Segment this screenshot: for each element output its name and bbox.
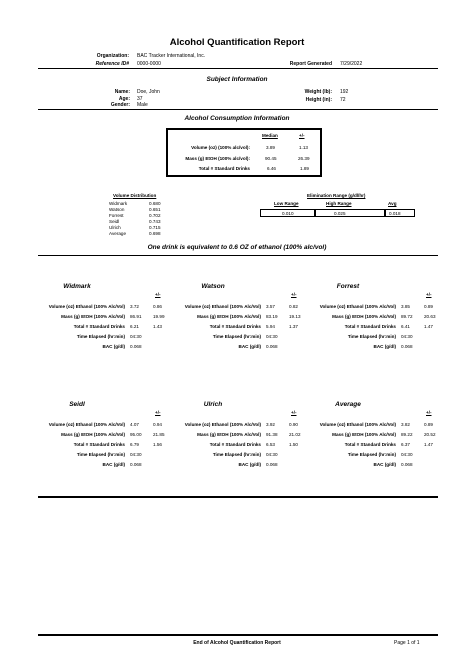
- model-bac-value: 0.068: [401, 462, 413, 467]
- model-time-label: Time Elapsed (hr:min): [212, 334, 261, 339]
- model-drinks-pm-value: 1.47: [424, 442, 433, 447]
- high-range-value: 0.025: [334, 211, 346, 216]
- model-drinks-label: Total # Standard Drinks: [209, 324, 261, 329]
- model-time-label: Time Elapsed (hr:min): [76, 452, 125, 457]
- model-vol-label: Volume (oz) Ethanol (100% Alc/Vol): [184, 304, 261, 309]
- vd-value: 0.743: [149, 219, 161, 224]
- age-label: Age:: [118, 96, 130, 102]
- model-time-label: Time Elapsed (hr:min): [76, 334, 125, 339]
- model-mass-pm-value: 20.52: [424, 432, 436, 437]
- org-label: Organization:: [96, 53, 129, 59]
- model-time-label: Time Elapsed (hr:min): [347, 334, 396, 339]
- model-mass-value: 86.91: [130, 314, 142, 319]
- model-title: Seidl: [69, 401, 85, 408]
- model-drinks-label: Total # Standard Drinks: [209, 442, 261, 447]
- model-bac-label: BAC (g/dl): [102, 462, 125, 467]
- models-top-divider: [38, 255, 438, 256]
- age-value: 37: [137, 96, 143, 102]
- gender-value: Male: [137, 102, 148, 108]
- model-drinks-value: 6.79: [130, 442, 139, 447]
- model-mass-label: Mass (g) EtOH (100% Alc/Vol): [61, 314, 125, 319]
- subject-heading: Subject Information: [206, 76, 268, 83]
- model-drinks-label: Total # Standard Drinks: [73, 442, 125, 447]
- model-time-value: 04:30: [401, 334, 413, 339]
- model-block-forrest: [308, 283, 436, 363]
- median-header: Median: [262, 133, 278, 138]
- ref-value: 0000-0000: [137, 61, 161, 67]
- model-bac-value: 0.068: [266, 462, 278, 467]
- report-title: Alcohol Quantification Report: [169, 37, 305, 48]
- model-drinks-pm-value: 1.37: [289, 324, 298, 329]
- models-bottom-divider: [38, 496, 438, 498]
- high-range-header: High Range: [326, 201, 352, 206]
- model-mass-label: Mass (g) EtOH (100% Alc/Vol): [61, 432, 125, 437]
- consumption-row-label: Total # Standard Drinks: [198, 166, 250, 171]
- name-value: Doe, John: [137, 89, 160, 95]
- page-number: Page 1 of 1: [394, 640, 420, 646]
- vd-name: Watson: [109, 207, 125, 212]
- consumption-row-pm: 1.89: [300, 166, 309, 171]
- consumption-row-label: Mass (g) EtOH (100% alc/vol):: [185, 156, 250, 161]
- model-mass-label: Mass (g) EtOH (100% Alc/Vol): [197, 432, 261, 437]
- model-vol-value: 4.07: [130, 422, 139, 427]
- model-vol-label: Volume (oz) Ethanol (100% Alc/Vol): [319, 422, 396, 427]
- model-block-average: [308, 401, 436, 481]
- gender-label: Gender:: [110, 102, 130, 108]
- model-vol-value: 3.92: [266, 422, 275, 427]
- consumption-row-label: Volume (oz) (100% alc/vol):: [191, 145, 250, 150]
- weight-value: 192: [340, 89, 349, 95]
- model-mass-label: Mass (g) EtOH (100% Alc/Vol): [197, 314, 261, 319]
- model-block-watson: [173, 283, 301, 363]
- model-mass-pm-value: 21.85: [153, 432, 165, 437]
- model-time-label: Time Elapsed (hr:min): [212, 452, 261, 457]
- report-generated-value: 7/29/2022: [340, 61, 363, 67]
- model-time-label: Time Elapsed (hr:min): [347, 452, 396, 457]
- model-pm-header: +/-: [291, 292, 297, 297]
- model-time-value: 04:30: [266, 452, 278, 457]
- report-generated-label: Report Generated: [289, 61, 332, 67]
- model-drinks-value: 6.53: [266, 442, 275, 447]
- model-mass-label: Mass (g) EtOH (100% Alc/Vol): [332, 314, 396, 319]
- model-title: Ulrich: [203, 401, 223, 408]
- model-mass-label: Mass (g) EtOH (100% Alc/Vol): [332, 432, 396, 437]
- consumption-row-median: 6.46: [267, 166, 276, 171]
- org-value: BAC Tracker International, Inc.: [137, 53, 206, 59]
- model-pm-header: +/-: [426, 292, 432, 297]
- pm-header: +/-: [299, 133, 305, 138]
- consumption-row-pm: 1.13: [299, 145, 308, 150]
- model-vol-value: 3.85: [401, 304, 410, 309]
- model-vol-label: Volume (oz) Ethanol (100% Alc/Vol): [319, 304, 396, 309]
- model-mass-value: 95.00: [130, 432, 142, 437]
- subject-divider: [38, 109, 438, 110]
- vd-value: 0.651: [149, 207, 161, 212]
- vd-name: Widmark: [109, 201, 128, 206]
- model-pm-header: +/-: [426, 410, 432, 415]
- model-drinks-value: 5.94: [266, 324, 275, 329]
- vd-value: 0.715: [149, 225, 161, 230]
- elimination-heading: Elimination Range (g/dl/hr): [307, 193, 366, 198]
- model-bac-label: BAC (g/dl): [102, 344, 125, 349]
- model-bac-label: BAC (g/dl): [373, 344, 396, 349]
- model-vol-value: 3.82: [401, 422, 410, 427]
- vd-value: 0.702: [149, 213, 161, 218]
- weight-label: Weight (lb):: [304, 89, 332, 95]
- consumption-row-pm: 26.39: [298, 156, 310, 161]
- consumption-heading: Alcohol Consumption Information: [184, 115, 290, 122]
- model-pm-header: +/-: [155, 292, 161, 297]
- ref-label: Reference ID#: [95, 61, 129, 67]
- model-mass-value: 83.19: [266, 314, 278, 319]
- vd-value: 0.680: [149, 201, 161, 206]
- model-time-value: 04:30: [130, 334, 142, 339]
- header-divider: [38, 68, 438, 69]
- model-drinks-pm-value: 1.56: [153, 442, 162, 447]
- model-vol-pm-value: 0.94: [153, 422, 162, 427]
- model-mass-value: 89.72: [401, 314, 413, 319]
- high-range-cell: [315, 209, 385, 217]
- model-pm-header: +/-: [155, 410, 161, 415]
- model-block-seidl: [37, 401, 165, 481]
- model-vol-pm-value: 0.89: [424, 304, 433, 309]
- model-block-widmark: [37, 283, 165, 363]
- model-time-value: 04:30: [266, 334, 278, 339]
- model-mass-pm-value: 20.63: [424, 314, 436, 319]
- model-title: Forrest: [336, 283, 360, 290]
- consumption-row-median: 90.45: [265, 156, 277, 161]
- model-bac-value: 0.068: [130, 344, 142, 349]
- vd-name: Forrest: [109, 213, 124, 218]
- avg-value: 0.018: [389, 211, 401, 216]
- footer-divider: [38, 634, 438, 636]
- model-bac-label: BAC (g/dl): [238, 344, 261, 349]
- model-drinks-pm-value: 1.47: [424, 324, 433, 329]
- vd-name: Ulrich: [109, 225, 121, 230]
- model-drinks-value: 6.21: [130, 324, 139, 329]
- model-drinks-label: Total # Standard Drinks: [344, 442, 396, 447]
- vd-name: Average: [109, 231, 127, 236]
- model-vol-label: Volume (oz) Ethanol (100% Alc/Vol): [48, 422, 125, 427]
- model-drinks-value: 6.41: [401, 324, 410, 329]
- model-title: Widmark: [63, 283, 91, 290]
- model-drinks-pm-value: 1.43: [153, 324, 162, 329]
- model-mass-value: 89.22: [401, 432, 413, 437]
- model-pm-header: +/-: [291, 410, 297, 415]
- model-vol-pm-value: 0.90: [289, 422, 298, 427]
- model-vol-value: 3.57: [266, 304, 275, 309]
- model-title: Watson: [201, 283, 225, 290]
- model-vol-pm-value: 0.82: [289, 304, 298, 309]
- model-drinks-pm-value: 1.50: [289, 442, 298, 447]
- model-bac-value: 0.068: [266, 344, 278, 349]
- model-mass-pm-value: 19.99: [153, 314, 165, 319]
- model-vol-label: Volume (oz) Ethanol (100% Alc/Vol): [184, 422, 261, 427]
- model-drinks-label: Total # Standard Drinks: [344, 324, 396, 329]
- model-vol-pm-value: 0.89: [424, 422, 433, 427]
- model-bac-label: BAC (g/dl): [373, 462, 396, 467]
- model-vol-value: 3.72: [130, 304, 139, 309]
- drink-equivalence-note: One drink is equivalent to 0.6 OZ of ethanol (100% alc/vol): [147, 244, 327, 251]
- model-mass-pm-value: 19.13: [289, 314, 301, 319]
- height-label: Height (in):: [305, 97, 332, 103]
- model-time-value: 04:30: [401, 452, 413, 457]
- model-vol-label: Volume (oz) Ethanol (100% Alc/Vol): [48, 304, 125, 309]
- end-of-report: End of Alcohol Quantification Report: [193, 640, 281, 646]
- height-value: 72: [340, 97, 346, 103]
- model-mass-pm-value: 21.02: [289, 432, 301, 437]
- avg-header: Avg: [388, 201, 397, 206]
- model-drinks-value: 6.37: [401, 442, 410, 447]
- consumption-row-median: 3.89: [266, 145, 275, 150]
- vd-value: 0.698: [149, 231, 161, 236]
- model-bac-label: BAC (g/dl): [238, 462, 261, 467]
- low-range-value: 0.010: [282, 211, 294, 216]
- volume-distribution-heading: Volume Distribution: [113, 193, 157, 198]
- model-bac-value: 0.068: [130, 462, 142, 467]
- model-title: Average: [335, 401, 361, 408]
- model-vol-pm-value: 0.86: [153, 304, 162, 309]
- model-mass-value: 91.38: [266, 432, 278, 437]
- low-range-header: Low Range: [274, 201, 299, 206]
- model-block-ulrich: [173, 401, 301, 481]
- name-label: Name:: [114, 89, 130, 95]
- model-drinks-label: Total # Standard Drinks: [73, 324, 125, 329]
- model-time-value: 04:30: [130, 452, 142, 457]
- vd-name: Seidl: [109, 219, 120, 224]
- model-bac-value: 0.068: [401, 344, 413, 349]
